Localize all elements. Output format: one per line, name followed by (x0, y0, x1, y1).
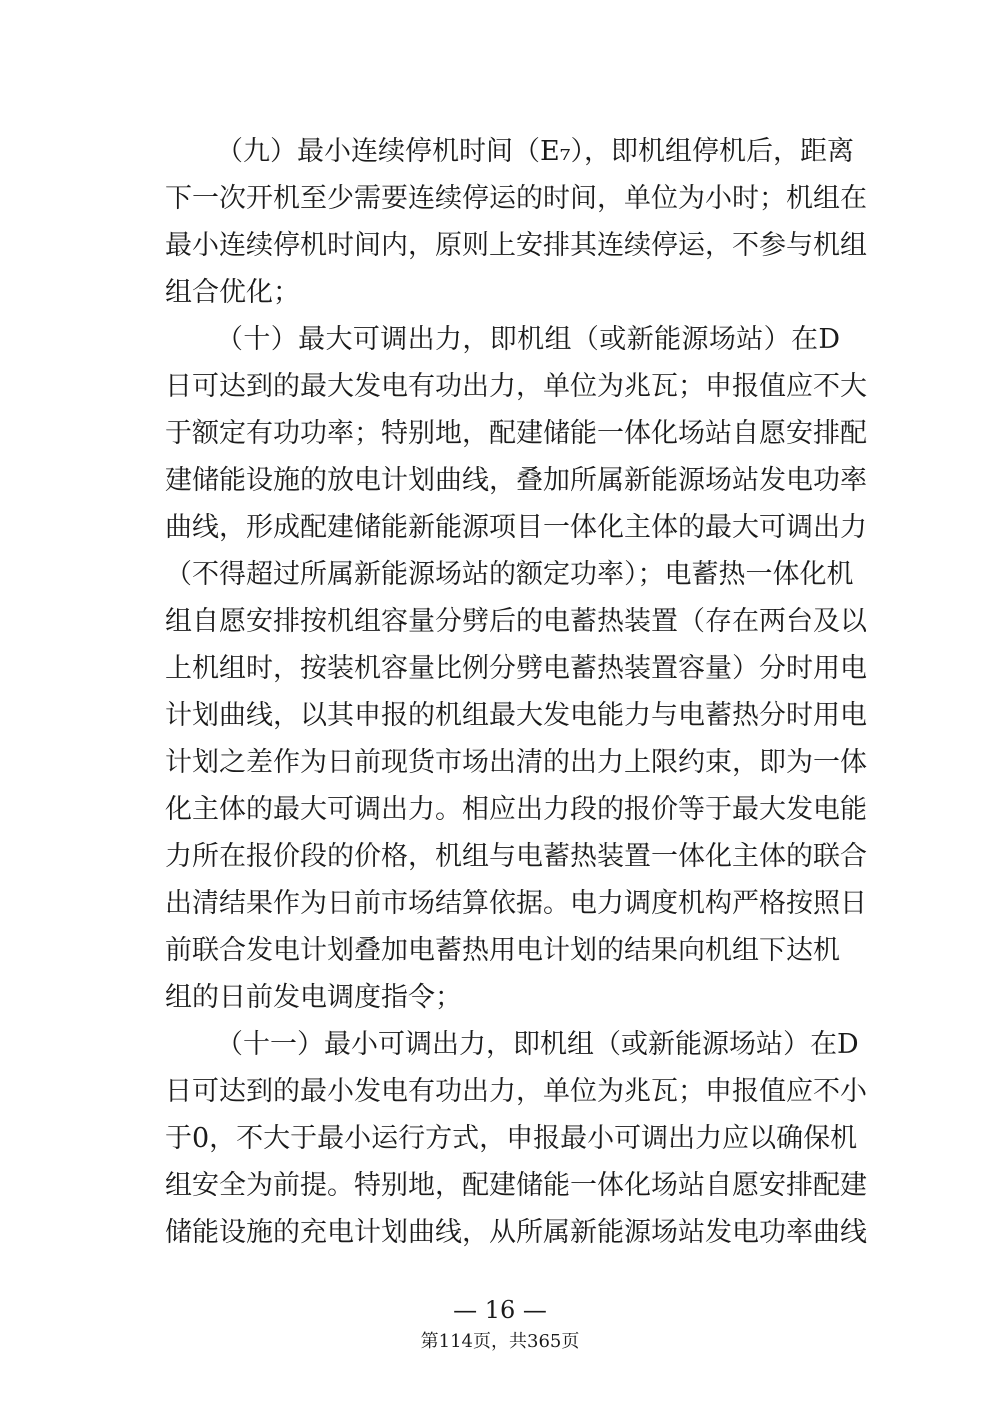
text-line: 建储能设施的放电计划曲线，叠加所属新能源场站发电功率 (165, 465, 867, 496)
text-line: （十一）最小可调出力，即机组（或新能源场站）在D (216, 1029, 859, 1060)
text-line: 下一次开机至少需要连续停运的时间，单位为小时；机组在 (165, 183, 867, 214)
text-line: 曲线，形成配建储能新能源项目一体化主体的最大可调出力 (165, 512, 867, 543)
text-line: （不得超过所属新能源场站的额定功率）；电蓄热一体化机 (165, 559, 854, 590)
page-number: — 16 — (453, 1296, 547, 1324)
text-line: （十）最大可调出力，即机组（或新能源场站）在D (216, 324, 840, 355)
text-line: 出清结果作为日前市场结算依据。电力调度机构严格按照日 (165, 888, 867, 919)
text-line: 组安全为前提。特别地，配建储能一体化场站自愿安排配建 (165, 1170, 867, 1201)
text-line: 计划之差作为日前现货市场出清的出力上限约束，即为一体 (165, 747, 867, 778)
text-line: 前联合发电计划叠加电蓄热用电计划的结果向机组下达机 (165, 935, 840, 966)
text-line: 上机组时，按装机容量比例分劈电蓄热装置容量）分时用电 (165, 653, 867, 684)
text-line: 于额定有功功率；特别地，配建储能一体化场站自愿安排配 (165, 418, 867, 449)
text-line: 计划曲线，以其申报的机组最大发电能力与电蓄热分时用电 (165, 700, 867, 731)
page-total-indicator: 第114页，共365页 (420, 1331, 580, 1352)
text-line: 化主体的最大可调出力。相应出力段的报价等于最大发电能 (165, 794, 867, 825)
text-line: 力所在报价段的价格，机组与电蓄热装置一体化主体的联合 (165, 841, 867, 872)
text-line: 日可达到的最大发电有功出力，单位为兆瓦；申报值应不大 (165, 371, 867, 402)
text-line: 组的日前发电调度指令； (165, 982, 462, 1013)
text-line: 于0，不大于最小运行方式，申报最小可调出力应以确保机 (165, 1123, 858, 1154)
text-line: （九）最小连续停机时间（E₇），即机组停机后，距离 (216, 136, 855, 167)
text-line: 储能设施的充电计划曲线，从所属新能源场站发电功率曲线 (165, 1217, 867, 1248)
text-line: 日可达到的最小发电有功出力，单位为兆瓦；申报值应不小 (165, 1076, 867, 1107)
text-line: 最小连续停机时间内，原则上安排其连续停运，不参与机组 (165, 230, 867, 261)
text-line: 组自愿安排按机组容量分劈后的电蓄热装置（存在两台及以 (165, 606, 867, 637)
text-line: 组合优化； (165, 277, 300, 308)
